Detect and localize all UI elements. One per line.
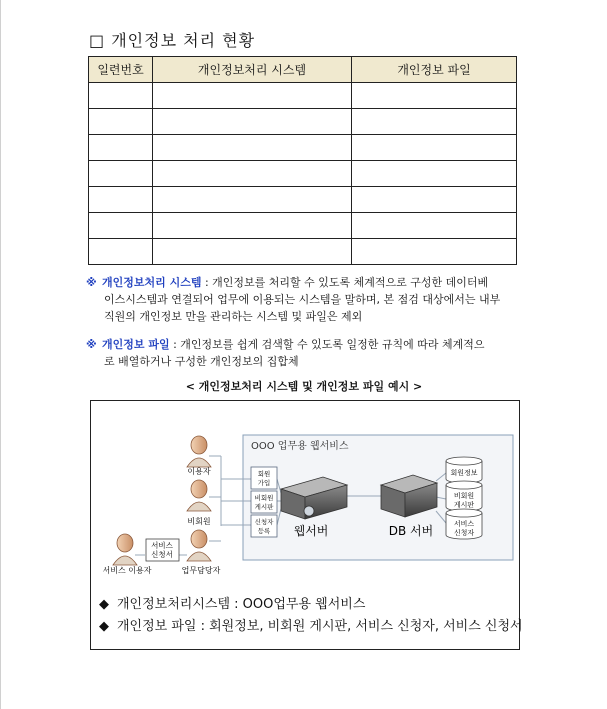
header-processing-system: 개인정보처리 시스템 [153, 57, 352, 83]
user-person-icon [187, 436, 211, 467]
db-label: 게시판 [453, 501, 475, 509]
web-server-label: 웹서버 [293, 524, 329, 538]
table-row [89, 213, 517, 239]
table-cell[interactable] [89, 239, 153, 265]
staff-label: 업무담당자 [181, 566, 221, 575]
section-title-text: 개인정보 처리 현황 [111, 31, 256, 50]
diamond-bullet-icon: ◆ [99, 597, 109, 612]
table-row [89, 109, 517, 135]
function-label: 신청자 [254, 518, 274, 526]
page-edge [0, 0, 1, 709]
note-line: 로 배열하거나 구성한 개인정보의 집합체 [104, 355, 299, 368]
table-cell[interactable] [89, 83, 153, 109]
user-label: 이용자 [187, 467, 211, 476]
bullet-processing-system [99, 593, 365, 612]
table-row [89, 187, 517, 213]
non-member-label: 비회원 [187, 517, 211, 526]
function-label: 등록 [257, 527, 271, 535]
table-cell[interactable] [352, 135, 517, 161]
example-figure [90, 400, 523, 650]
table-cell[interactable] [352, 239, 517, 265]
table-cell[interactable] [352, 83, 517, 109]
table-cell[interactable] [352, 213, 517, 239]
bullet-text: 개인정보처리시스템 : OOO업무용 웹서비스 [117, 597, 366, 612]
figure-caption: < 개인정보처리 시스템 및 개인정보 파일 예시 > [185, 380, 423, 393]
bullet-text: 개인정보 파일 : 회원정보, 비회원 게시판, 서비스 신청자, 서비스 신청서 [117, 619, 523, 634]
db-label: 서비스 [453, 520, 475, 528]
table-cell[interactable] [153, 161, 352, 187]
processing-status-table [88, 56, 517, 265]
note-line: 직원의 개인정보 만을 관리하는 시스템 및 파일은 제외 [104, 310, 363, 323]
note-line: : 개인정보를 처리할 수 있도록 체계적으로 구성한 데이터베 [201, 276, 489, 289]
note-mark: ※ [86, 338, 97, 351]
table-row [89, 83, 517, 109]
note-term: 개인정보처리 시스템 [102, 276, 202, 289]
service-user-label: 서비스 이용자 [102, 566, 152, 575]
note-line: 이스시스템과 연결되어 업무에 이용되는 시스템을 말하며, 본 점검 대상에서는 내부 [104, 293, 501, 306]
table-cell[interactable] [89, 213, 153, 239]
paper-doc-line: 서비스 [151, 541, 173, 550]
bullet-personal-info-file [99, 615, 523, 634]
table-cell[interactable] [352, 109, 517, 135]
note-line: : 개인정보를 쉽게 검색할 수 있도록 일정한 규칙에 따라 체계적으 [169, 338, 485, 351]
system-diagram [91, 401, 521, 651]
service-user-person-icon [113, 534, 137, 565]
table-cell[interactable] [153, 213, 352, 239]
table-cell[interactable] [153, 187, 352, 213]
table-cell[interactable] [89, 187, 153, 213]
header-personal-info-file: 개인정보 파일 [352, 57, 517, 83]
table-row [89, 135, 517, 161]
function-label: 비회원 [254, 494, 274, 502]
table-row [89, 239, 517, 265]
header-serial-number: 일련번호 [89, 57, 153, 83]
table-cell[interactable] [153, 135, 352, 161]
function-label: 게시판 [254, 503, 274, 511]
db-label: 비회원 [453, 492, 475, 500]
table-row [89, 161, 517, 187]
note-personal-info-file [86, 336, 522, 370]
note-term: 개인정보 파일 [102, 338, 170, 351]
staff-person-icon [187, 530, 211, 561]
table-cell[interactable] [153, 83, 352, 109]
table-cell[interactable] [153, 109, 352, 135]
non-member-person-icon [187, 480, 211, 511]
db-label: 회원정보 [450, 469, 478, 477]
diamond-bullet-icon: ◆ [99, 619, 109, 634]
table-cell[interactable] [89, 109, 153, 135]
paper-doc-line: 신청서 [151, 550, 173, 559]
function-label: 회원 [257, 470, 271, 478]
note-processing-system [86, 274, 522, 325]
note-mark: ※ [86, 276, 97, 289]
table-header-row [89, 57, 517, 83]
db-server-label: DB 서버 [388, 524, 434, 538]
table-cell[interactable] [89, 161, 153, 187]
service-box-label: OOO 업무용 웹서비스 [251, 441, 349, 452]
table-cell[interactable] [352, 161, 517, 187]
section-heading [89, 28, 255, 51]
function-label: 가입 [257, 479, 271, 487]
db-label: 신청자 [453, 529, 475, 537]
table-cell[interactable] [89, 135, 153, 161]
table-cell[interactable] [153, 239, 352, 265]
table-cell[interactable] [352, 187, 517, 213]
checkbox-marker: □ [89, 31, 106, 50]
